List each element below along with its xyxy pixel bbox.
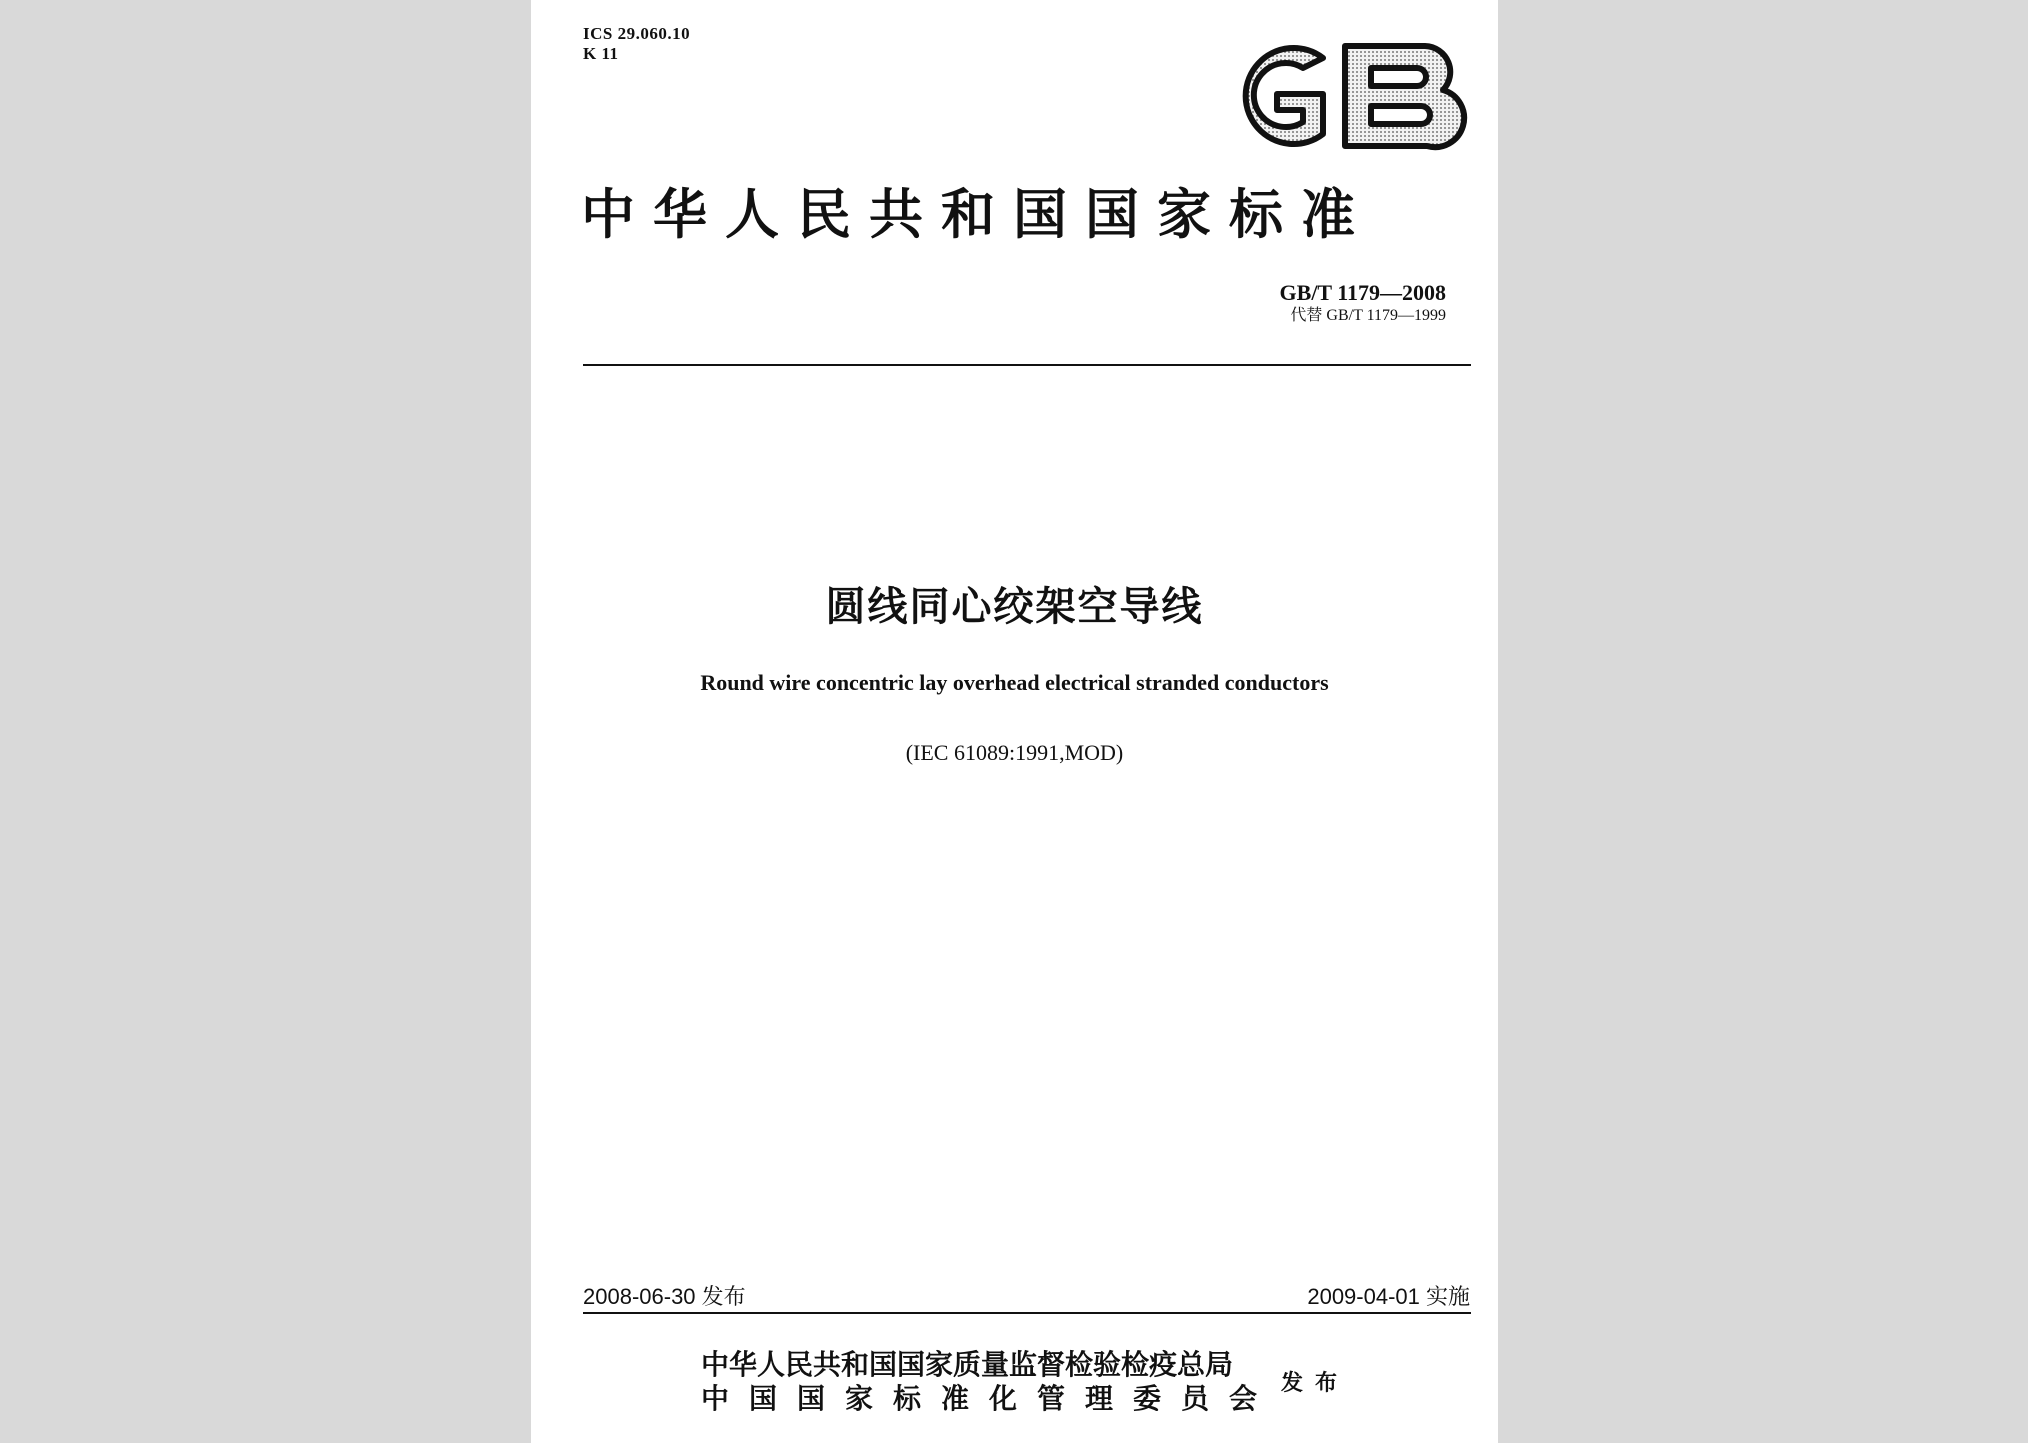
adoption-reference: (IEC 61089:1991,MOD) — [905, 740, 1124, 765]
effective-date: 2009-04-01 实施 — [1307, 1284, 1470, 1309]
footer-divider — [583, 1312, 1471, 1314]
english-title: Round wire concentric lay overhead electrical stranded conductors — [700, 670, 1329, 695]
classification-codes — [583, 24, 690, 64]
header-divider — [583, 364, 1471, 366]
document-page — [531, 0, 1498, 1443]
standard-type-heading: 中华人民共和国国家标准 — [581, 182, 1373, 246]
publish-label: 发布 — [1281, 1370, 1350, 1396]
issuer-sac: 中国国家标准化管理委员会 — [701, 1382, 1278, 1415]
ics-code: ICS 29.060.10 — [583, 24, 691, 43]
chinese-title: 圆线同心绞架空导线 — [825, 584, 1204, 630]
issuer-aqsiq: 中华人民共和国国家质量监督检验检疫总局 — [701, 1348, 1234, 1381]
gb-logo-icon — [1195, 38, 1471, 154]
standard-number-block — [1280, 280, 1446, 326]
issuing-authorities — [701, 1348, 1277, 1416]
issue-date: 2008-06-30 发布 — [583, 1284, 746, 1309]
class-code: K 11 — [583, 44, 619, 63]
standard-number: GB/T 1179—2008 — [1279, 280, 1446, 305]
replaces-note: 代替 GB/T 1179—1999 — [1290, 307, 1446, 324]
